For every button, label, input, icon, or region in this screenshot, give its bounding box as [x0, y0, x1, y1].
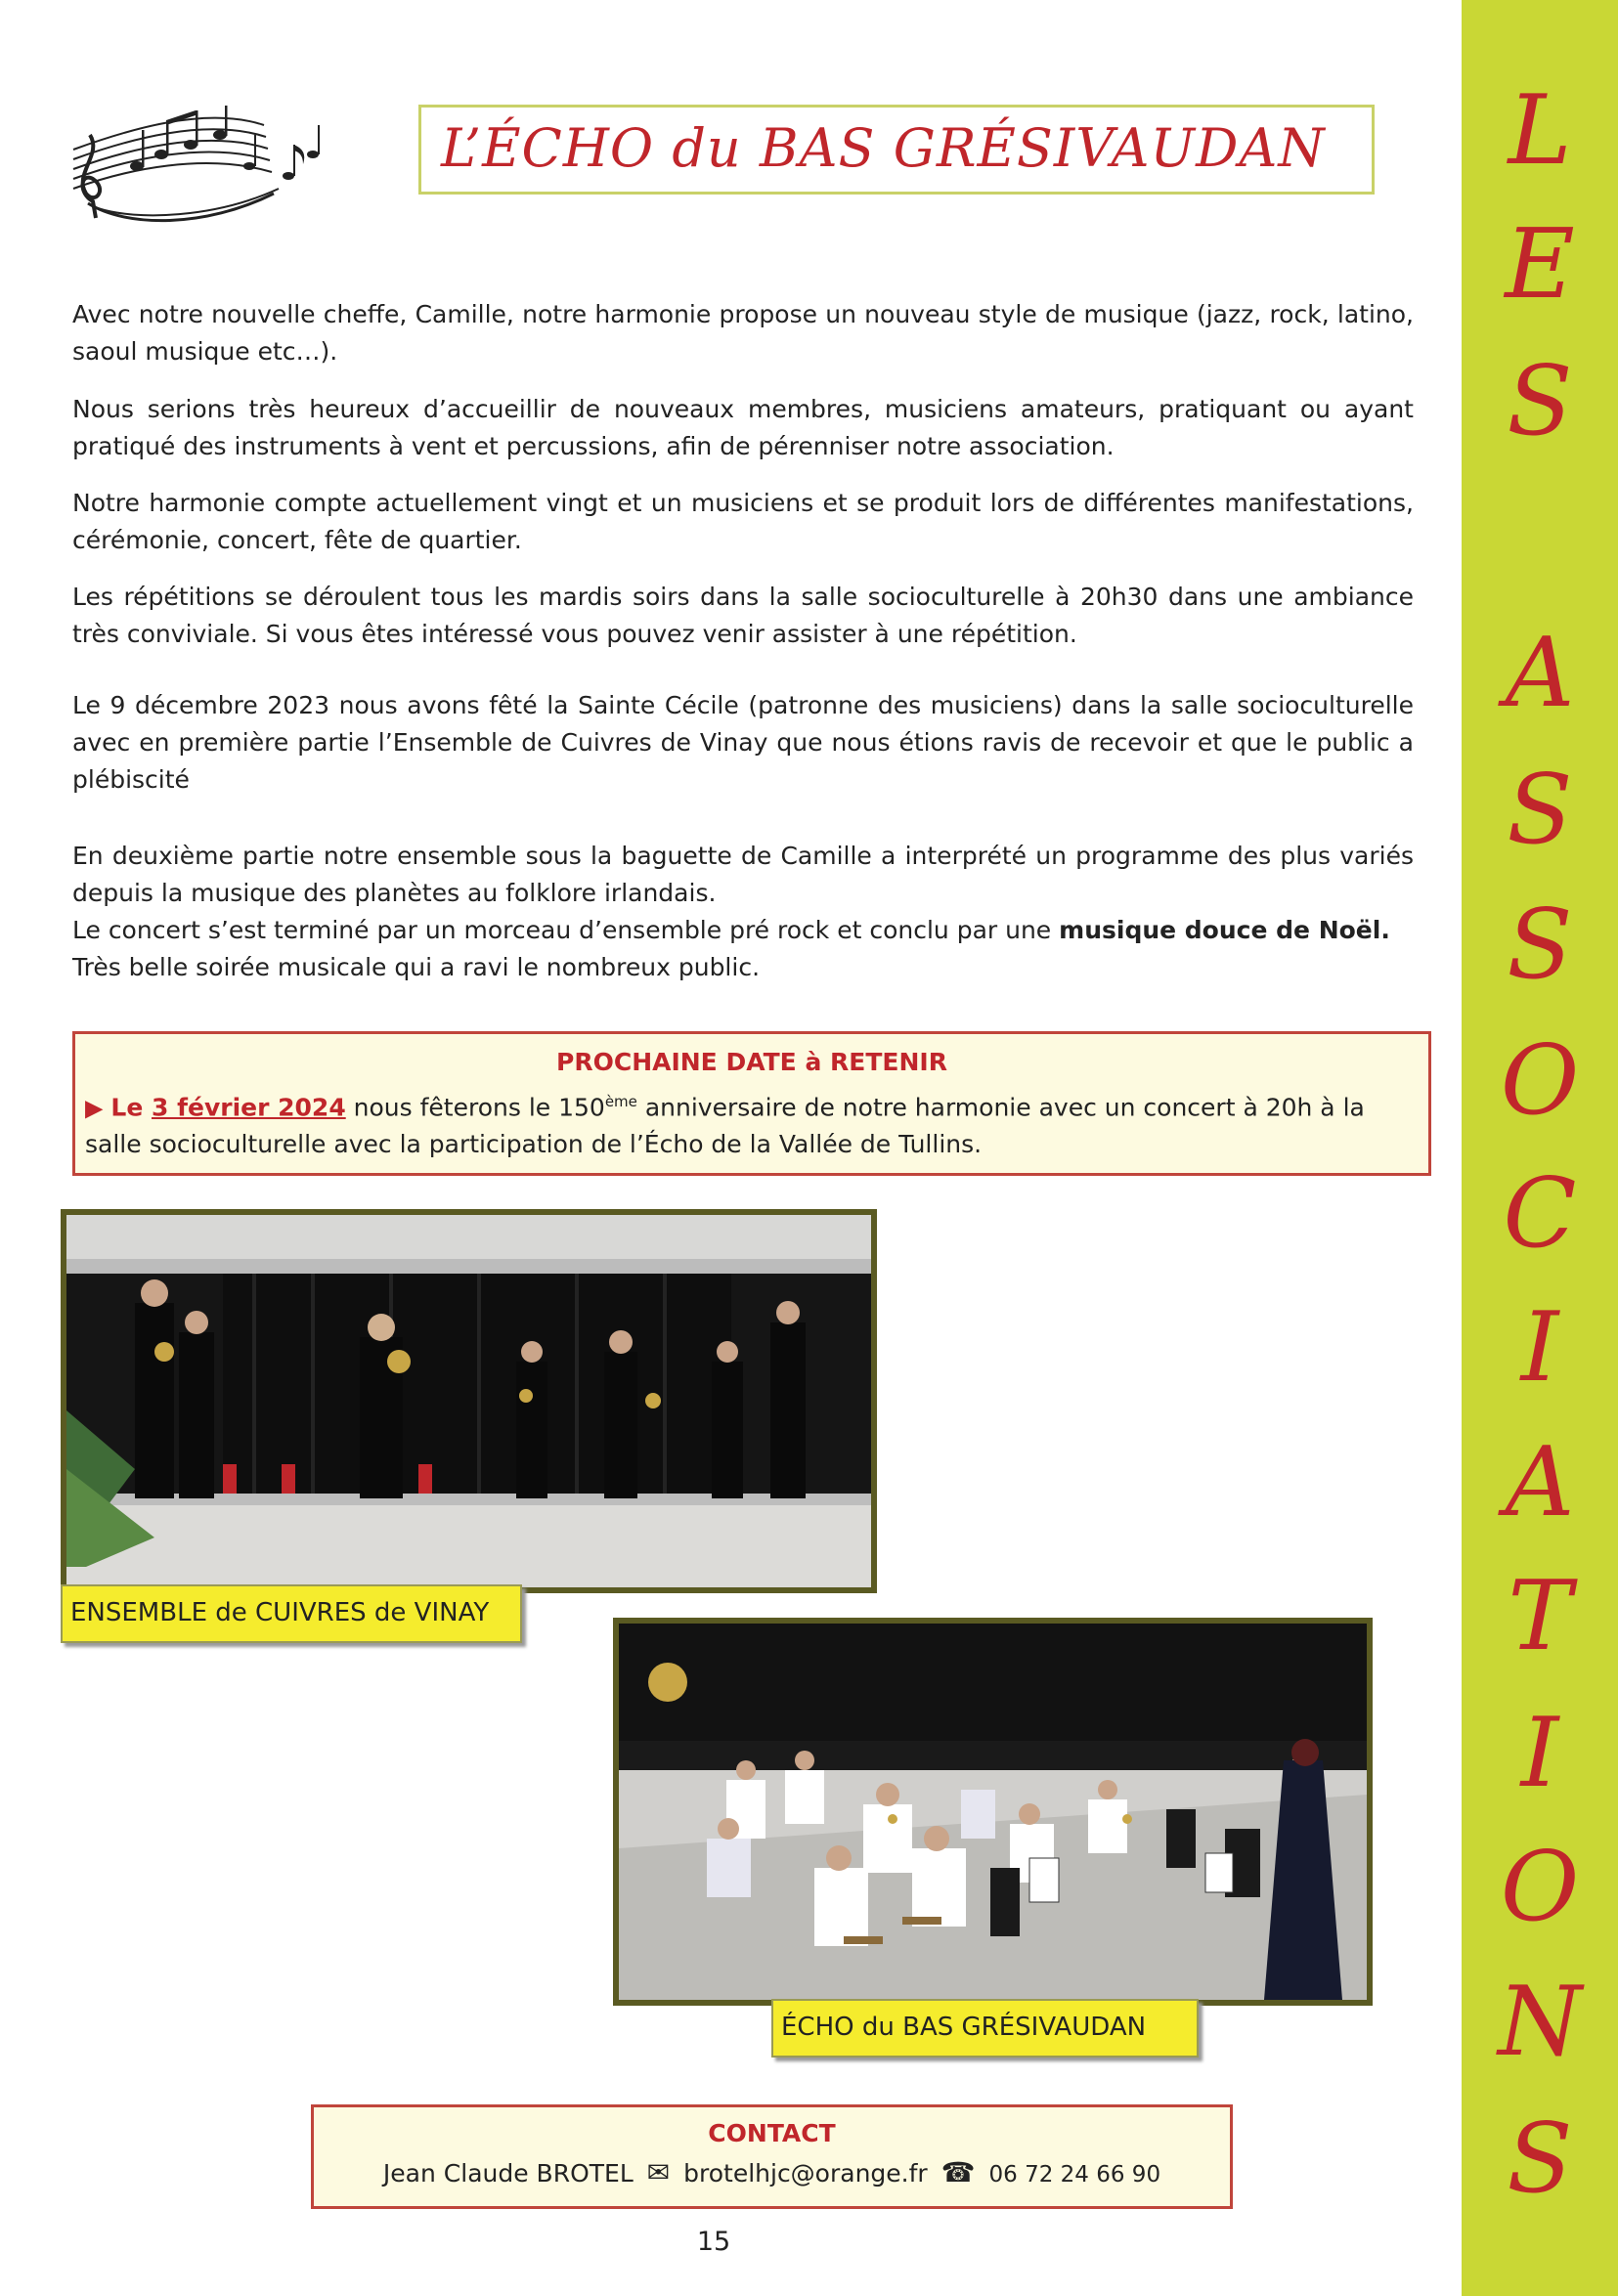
sidebar-letter: C [1503, 1158, 1577, 1270]
sidebar-letter: S [1507, 755, 1573, 866]
sidebar-letter: S [1507, 346, 1573, 457]
paragraph: Nous serions très heureux d’accueillir de nouveaux membres, musiciens amateurs, pratiquant ou ayant pratiqué des instruments à vent et percussions, afin de pérenniser notre association. [72, 395, 1414, 460]
envelope-icon: ✉ [646, 2156, 671, 2188]
contact-line [314, 2156, 1230, 2188]
next-date-text-1: nous fêterons le 150 [345, 1093, 605, 1122]
next-date-title: PROCHAINE DATE à RETENIR [556, 1048, 947, 1076]
paragraph: En deuxième partie notre ensemble sous la baguette de Camille a interprété un programme des plus variés depuis la musique des planètes au folklore irlandais. [72, 842, 1414, 907]
sidebar-letter: I [1520, 1698, 1559, 1809]
title-box [418, 105, 1375, 195]
sidebar-letter: T [1508, 1561, 1572, 1672]
sidebar-letter: I [1520, 1292, 1559, 1404]
photo-brass-ensemble [61, 1209, 877, 1593]
telephone-icon: ☎ [940, 2156, 976, 2188]
contact-title: CONTACT [708, 2119, 836, 2147]
sidebar-letter: O [1500, 1025, 1580, 1137]
sidebar-letter: A [1505, 1427, 1575, 1538]
next-date-text-2: anniversaire de notre harmonie avec un concert à 20h à la salle socioculturelle avec la participation de l’Écho de la Vallée de Tullins. [85, 1093, 1365, 1159]
sidebar-letter: S [1507, 889, 1573, 1001]
next-date-sup: ème [604, 1093, 637, 1110]
paragraph: Très belle soirée musicale qui a ravi le nombreux public. [72, 953, 761, 981]
triangle-right-icon: ▶ [85, 1094, 104, 1122]
sidebar-letter: L [1508, 75, 1572, 187]
contact-phone: 06 72 24 66 90 [988, 2162, 1161, 2188]
caption-brass-ensemble: ENSEMBLE de CUIVRES de VINAY [61, 1584, 522, 1643]
sidebar-band [1462, 0, 1618, 2296]
sidebar-letter: O [1500, 1832, 1580, 1943]
caption-harmony: ÉCHO du BAS GRÉSIVAUDAN [771, 1999, 1199, 2058]
page-title: L’ÉCHO du BAS GRÉSIVAUDAN [441, 117, 1326, 179]
paragraph: Notre harmonie compte actuellement vingt et un musiciens et se produit lors de différentes manifestations, cérémonie, concert, fête de quartier. [72, 489, 1414, 554]
paragraph [72, 912, 1414, 949]
paragraph-bold-text: musique douce de Noël. [1059, 916, 1390, 944]
next-date-le: Le [110, 1093, 153, 1122]
paragraph: Le 9 décembre 2023 nous avons fêté la Sainte Cécile (patronne des musiciens) dans la salle socioculturelle avec en première partie l’Ensemble de Cuivres de Vinay que nous étions ravis de recevoir et que le public a plébiscité [72, 691, 1414, 794]
next-date-date: 3 février 2024 [152, 1093, 346, 1122]
sidebar-letter: N [1498, 1967, 1582, 2078]
paragraph-text: Le concert s’est terminé par un morceau d’ensemble pré rock et conclu par une [72, 916, 1060, 944]
contact-email[interactable]: brotelhjc@orange.fr [683, 2159, 928, 2188]
photo-harmony [613, 1618, 1373, 2006]
next-date-box [72, 1031, 1431, 1176]
sidebar-letter: E [1505, 209, 1575, 321]
sidebar-letter: A [1505, 618, 1575, 729]
sidebar-letter: S [1507, 2103, 1573, 2215]
page-number: 15 [696, 2227, 731, 2257]
paragraph: Les répétitions se déroulent tous les mardis soirs dans la salle socioculturelle à 20h30 dans une ambiance très conviviale. Si vous êtes intéressé vous pouvez venir assister à une répétition. [72, 583, 1414, 648]
contact-box [311, 2104, 1233, 2209]
next-date-text [85, 1083, 1420, 1163]
contact-name: Jean Claude BROTEL [382, 2159, 634, 2188]
paragraph: Avec notre nouvelle cheffe, Camille, notre harmonie propose un nouveau style de musique (jazz, rock, latino, saoul musique etc…). [72, 300, 1414, 366]
music-notes-staff-icon [68, 96, 332, 228]
